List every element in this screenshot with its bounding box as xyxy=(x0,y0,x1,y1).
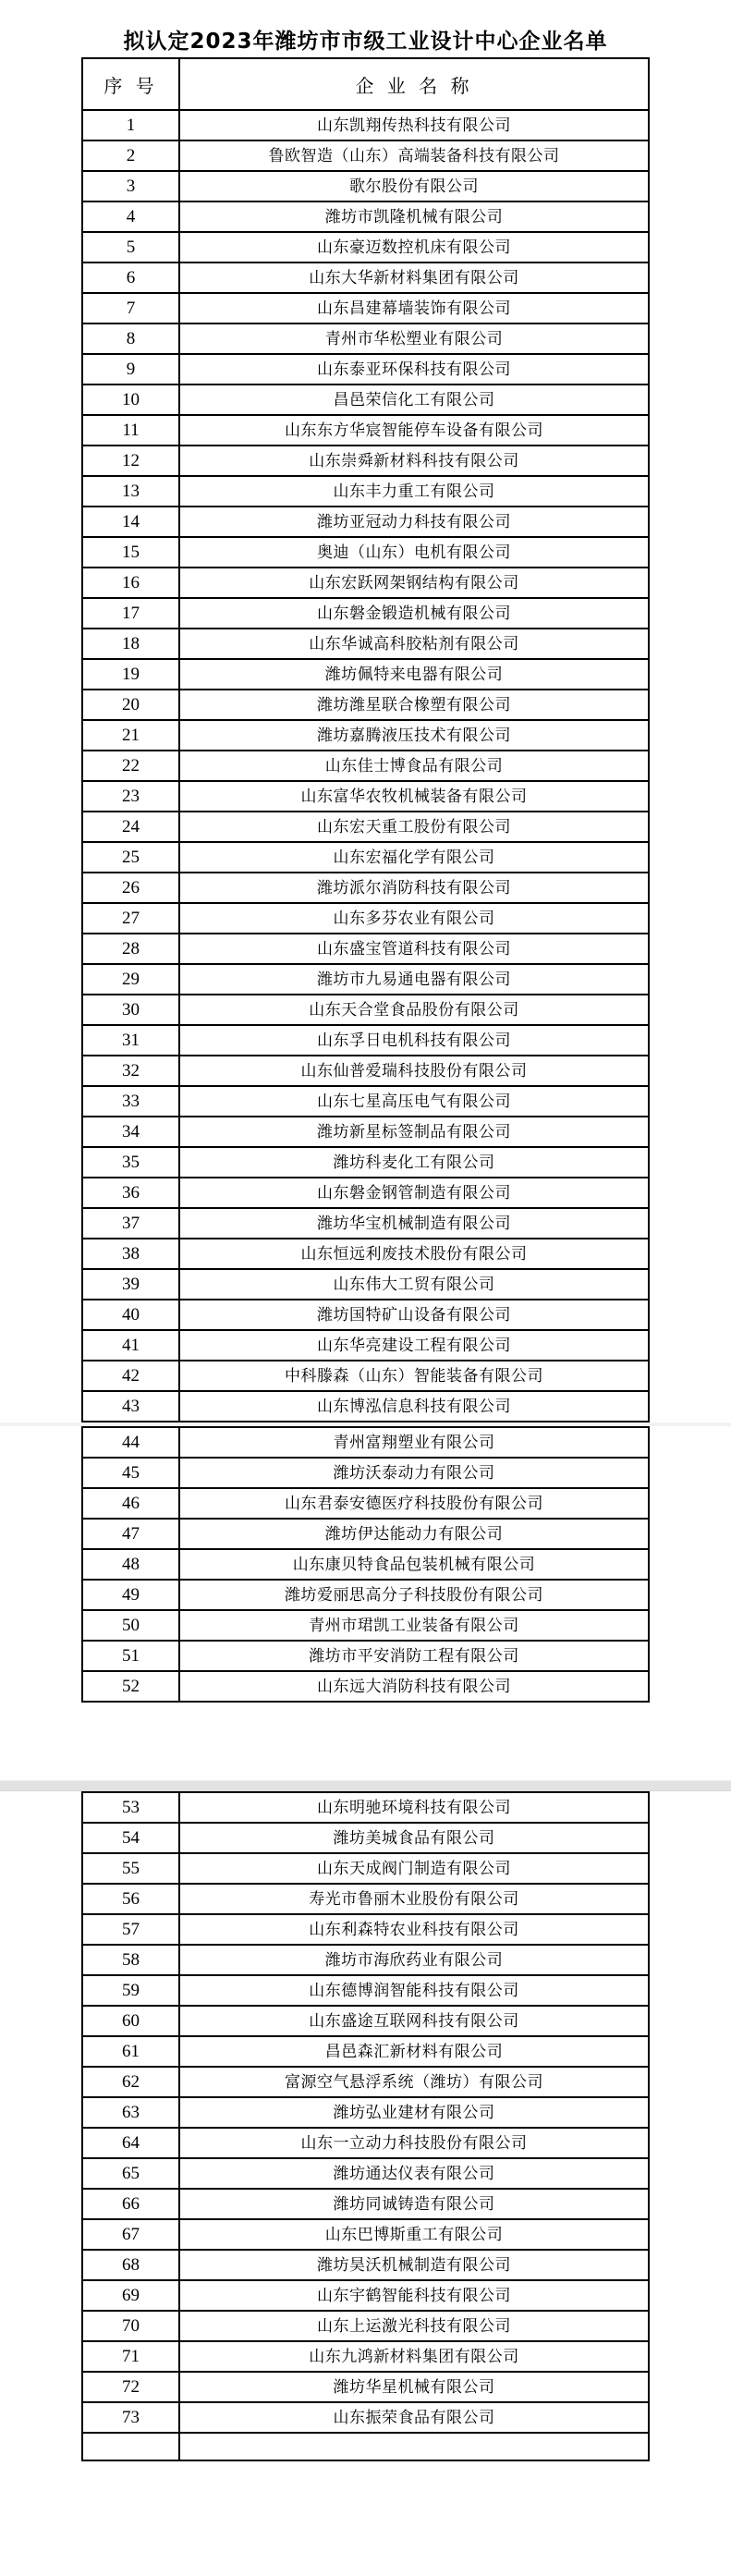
company-name: 歌尔股份有限公司 xyxy=(179,171,649,201)
row-index: 71 xyxy=(82,2341,179,2372)
table-row xyxy=(82,262,649,293)
company-name: 山东宇鹤智能科技有限公司 xyxy=(179,2280,649,2311)
company-name: 山东华诚高科胶粘剂有限公司 xyxy=(179,629,649,659)
companies-table-page-2 xyxy=(81,1426,650,1703)
row-index: 32 xyxy=(82,1056,179,1086)
row-index: 1 xyxy=(82,110,179,140)
table-row xyxy=(82,140,649,171)
company-name: 山东康贝特食品包装机械有限公司 xyxy=(179,1549,649,1580)
company-name: 潍坊市凯隆机械有限公司 xyxy=(179,201,649,232)
table-row xyxy=(82,1671,649,1702)
row-index: 22 xyxy=(82,751,179,781)
table-row xyxy=(82,2341,649,2372)
table-row xyxy=(82,1975,649,2006)
table-row xyxy=(82,2372,649,2402)
row-index: 31 xyxy=(82,1025,179,1056)
table-row xyxy=(82,1945,649,1975)
table-row xyxy=(82,812,649,842)
company-name: 昌邑荣信化工有限公司 xyxy=(179,385,649,415)
company-name: 山东巴博斯重工有限公司 xyxy=(179,2219,649,2250)
row-index: 21 xyxy=(82,720,179,751)
row-index: 34 xyxy=(82,1117,179,1147)
row-index: 2 xyxy=(82,140,179,171)
row-index: 46 xyxy=(82,1488,179,1519)
row-index: 52 xyxy=(82,1671,179,1702)
row-index: 70 xyxy=(82,2311,179,2341)
row-index: 48 xyxy=(82,1549,179,1580)
table-row xyxy=(82,1519,649,1549)
row-index: 39 xyxy=(82,1269,179,1300)
company-name: 潍坊伊达能动力有限公司 xyxy=(179,1519,649,1549)
table-row xyxy=(82,1427,649,1458)
table-row xyxy=(82,2006,649,2036)
page-separator-band xyxy=(0,1780,731,1791)
company-name: 山东华亮建设工程有限公司 xyxy=(179,1330,649,1361)
table-row xyxy=(82,1269,649,1300)
table-row xyxy=(82,324,649,354)
company-name: 山东利森特农业科技有限公司 xyxy=(179,1914,649,1945)
table-row xyxy=(82,2250,649,2280)
row-index: 25 xyxy=(82,842,179,873)
company-name: 青州市珺凯工业装备有限公司 xyxy=(179,1610,649,1641)
row-index: 65 xyxy=(82,2158,179,2189)
row-index: 37 xyxy=(82,1208,179,1239)
company-name: 鲁欧智造（山东）高端装备科技有限公司 xyxy=(179,140,649,171)
company-name: 山东九鸿新材料集团有限公司 xyxy=(179,2341,649,2372)
table-row xyxy=(82,232,649,262)
table-row xyxy=(82,1208,649,1239)
table-row xyxy=(82,1792,649,1823)
table-row xyxy=(82,2219,649,2250)
row-index: 66 xyxy=(82,2189,179,2219)
company-name: 奥迪（山东）电机有限公司 xyxy=(179,537,649,568)
company-name: 山东昌建幕墙装饰有限公司 xyxy=(179,293,649,324)
company-name: 潍坊潍星联合橡塑有限公司 xyxy=(179,690,649,720)
company-name: 山东多芬农业有限公司 xyxy=(179,903,649,934)
row-index: 10 xyxy=(82,385,179,415)
table-row xyxy=(82,934,649,964)
row-index: 40 xyxy=(82,1300,179,1330)
table-row xyxy=(82,476,649,507)
table-row xyxy=(82,1330,649,1361)
table-row xyxy=(82,1914,649,1945)
company-name: 潍坊派尔消防科技有限公司 xyxy=(179,873,649,903)
table-row xyxy=(82,1086,649,1117)
company-name: 山东明驰环境科技有限公司 xyxy=(179,1792,649,1823)
table-row xyxy=(82,1641,649,1671)
table-row xyxy=(82,1117,649,1147)
row-index: 47 xyxy=(82,1519,179,1549)
table-row xyxy=(82,2128,649,2158)
table-row xyxy=(82,2189,649,2219)
table-row xyxy=(82,598,649,629)
row-index: 61 xyxy=(82,2036,179,2067)
table-row xyxy=(82,2311,649,2341)
table-row xyxy=(82,2067,649,2097)
company-name: 潍坊国特矿山设备有限公司 xyxy=(179,1300,649,1330)
row-index: 35 xyxy=(82,1147,179,1178)
company-name: 山东仙普爱瑞科技股份有限公司 xyxy=(179,1056,649,1086)
row-index: 72 xyxy=(82,2372,179,2402)
row-index: 41 xyxy=(82,1330,179,1361)
company-name: 山东豪迈数控机床有限公司 xyxy=(179,232,649,262)
table-header-row xyxy=(82,58,649,110)
row-index: 36 xyxy=(82,1178,179,1208)
row-index: 17 xyxy=(82,598,179,629)
row-index: 51 xyxy=(82,1641,179,1671)
row-index: 69 xyxy=(82,2280,179,2311)
company-name: 潍坊新星标签制品有限公司 xyxy=(179,1117,649,1147)
table-row xyxy=(82,415,649,446)
row-index: 54 xyxy=(82,1823,179,1853)
row-index: 11 xyxy=(82,415,179,446)
table-row xyxy=(82,2280,649,2311)
row-index: 13 xyxy=(82,476,179,507)
company-name: 潍坊科麦化工有限公司 xyxy=(179,1147,649,1178)
header-index: 序 号 xyxy=(82,58,179,110)
row-index: 18 xyxy=(82,629,179,659)
table-row xyxy=(82,1580,649,1610)
table-row xyxy=(82,1488,649,1519)
company-name: 潍坊华星机械有限公司 xyxy=(179,2372,649,2402)
row-index: 58 xyxy=(82,1945,179,1975)
row-index: 73 xyxy=(82,2402,179,2433)
row-index: 49 xyxy=(82,1580,179,1610)
table-row xyxy=(82,1147,649,1178)
row-index xyxy=(82,2433,179,2460)
row-index: 28 xyxy=(82,934,179,964)
company-name: 山东君泰安德医疗科技股份有限公司 xyxy=(179,1488,649,1519)
row-index: 33 xyxy=(82,1086,179,1117)
company-name: 山东振荣食品有限公司 xyxy=(179,2402,649,2433)
company-name: 山东宏天重工股份有限公司 xyxy=(179,812,649,842)
table-row xyxy=(82,385,649,415)
row-index: 30 xyxy=(82,995,179,1025)
row-index: 56 xyxy=(82,1884,179,1914)
row-index: 57 xyxy=(82,1914,179,1945)
table-row xyxy=(82,903,649,934)
company-name: 潍坊同诚铸造有限公司 xyxy=(179,2189,649,2219)
table-row xyxy=(82,1361,649,1391)
table-row xyxy=(82,720,649,751)
table-row xyxy=(82,1458,649,1488)
company-name: 中科滕森（山东）智能装备有限公司 xyxy=(179,1361,649,1391)
row-index: 29 xyxy=(82,964,179,995)
company-name: 潍坊佩特来电器有限公司 xyxy=(179,659,649,690)
companies-table-page-1 xyxy=(81,57,650,1422)
row-index: 53 xyxy=(82,1792,179,1823)
company-name: 潍坊市平安消防工程有限公司 xyxy=(179,1641,649,1671)
company-name: 山东佳士博食品有限公司 xyxy=(179,751,649,781)
row-index: 5 xyxy=(82,232,179,262)
page-title: 拟认定2023年潍坊市市级工业设计中心企业名单 xyxy=(123,30,608,54)
company-name: 潍坊美城食品有限公司 xyxy=(179,1823,649,1853)
row-index: 3 xyxy=(82,171,179,201)
table-row xyxy=(82,995,649,1025)
row-index: 50 xyxy=(82,1610,179,1641)
table-row xyxy=(82,751,649,781)
table-row xyxy=(82,842,649,873)
table-row xyxy=(82,537,649,568)
row-index: 12 xyxy=(82,446,179,476)
row-index: 14 xyxy=(82,507,179,537)
table-row xyxy=(82,1853,649,1884)
table-row xyxy=(82,1239,649,1269)
company-name: 山东盛途互联网科技有限公司 xyxy=(179,2006,649,2036)
company-name: 寿光市鲁丽木业股份有限公司 xyxy=(179,1884,649,1914)
table-row xyxy=(82,171,649,201)
table-row xyxy=(82,1178,649,1208)
company-name: 潍坊亚冠动力科技有限公司 xyxy=(179,507,649,537)
row-index: 68 xyxy=(82,2250,179,2280)
row-index: 7 xyxy=(82,293,179,324)
row-index: 44 xyxy=(82,1427,179,1458)
company-name: 潍坊昊沃机械制造有限公司 xyxy=(179,2250,649,2280)
company-name: 山东崇舜新材料科技有限公司 xyxy=(179,446,649,476)
company-name: 昌邑森汇新材料有限公司 xyxy=(179,2036,649,2067)
table-row xyxy=(82,690,649,720)
table-row xyxy=(82,1884,649,1914)
company-name: 山东恒远利废技术股份有限公司 xyxy=(179,1239,649,1269)
row-index: 4 xyxy=(82,201,179,232)
company-name: 潍坊弘业建材有限公司 xyxy=(179,2097,649,2128)
company-name: 山东丰力重工有限公司 xyxy=(179,476,649,507)
company-name: 潍坊市海欣药业有限公司 xyxy=(179,1945,649,1975)
table-row xyxy=(82,110,649,140)
company-name: 青州市华松塑业有限公司 xyxy=(179,324,649,354)
company-name: 山东东方华宸智能停车设备有限公司 xyxy=(179,415,649,446)
company-name: 山东七星高压电气有限公司 xyxy=(179,1086,649,1117)
table-row xyxy=(82,1025,649,1056)
company-name: 潍坊沃泰动力有限公司 xyxy=(179,1458,649,1488)
row-index: 42 xyxy=(82,1361,179,1391)
company-name: 山东大华新材料集团有限公司 xyxy=(179,262,649,293)
company-name: 山东凯翔传热科技有限公司 xyxy=(179,110,649,140)
table-row xyxy=(82,781,649,812)
row-index: 38 xyxy=(82,1239,179,1269)
row-index: 9 xyxy=(82,354,179,385)
table-row xyxy=(82,2036,649,2067)
company-name: 潍坊爱丽思高分子科技股份有限公司 xyxy=(179,1580,649,1610)
row-index: 20 xyxy=(82,690,179,720)
company-name: 山东德博润智能科技有限公司 xyxy=(179,1975,649,2006)
table-row xyxy=(82,1300,649,1330)
table-row xyxy=(82,2097,649,2128)
company-name: 潍坊华宝机械制造有限公司 xyxy=(179,1208,649,1239)
company-name: 山东上运激光科技有限公司 xyxy=(179,2311,649,2341)
table-row xyxy=(82,1056,649,1086)
table-row xyxy=(82,1391,649,1422)
table-row xyxy=(82,873,649,903)
company-name: 山东磐金钢管制造有限公司 xyxy=(179,1178,649,1208)
row-index: 26 xyxy=(82,873,179,903)
table-row xyxy=(82,568,649,598)
table-row xyxy=(82,354,649,385)
table-row xyxy=(82,2158,649,2189)
table-row xyxy=(82,964,649,995)
row-index: 60 xyxy=(82,2006,179,2036)
table-row xyxy=(82,446,649,476)
partial-clipped-row xyxy=(82,2433,649,2460)
company-name: 山东宏跃网架钢结构有限公司 xyxy=(179,568,649,598)
table-row xyxy=(82,1549,649,1580)
table-row xyxy=(82,507,649,537)
company-name: 山东富华农牧机械装备有限公司 xyxy=(179,781,649,812)
row-index: 59 xyxy=(82,1975,179,2006)
company-name: 山东远大消防科技有限公司 xyxy=(179,1671,649,1702)
table-row xyxy=(82,1823,649,1853)
table-row xyxy=(82,629,649,659)
company-name xyxy=(179,2433,649,2460)
row-index: 64 xyxy=(82,2128,179,2158)
row-index: 55 xyxy=(82,1853,179,1884)
header-company-name: 企 业 名 称 xyxy=(179,58,649,110)
company-name: 山东泰亚环保科技有限公司 xyxy=(179,354,649,385)
row-index: 27 xyxy=(82,903,179,934)
company-name: 山东孚日电机科技有限公司 xyxy=(179,1025,649,1056)
row-index: 43 xyxy=(82,1391,179,1422)
row-index: 19 xyxy=(82,659,179,690)
row-index: 45 xyxy=(82,1458,179,1488)
company-name: 潍坊通达仪表有限公司 xyxy=(179,2158,649,2189)
table-row xyxy=(82,1610,649,1641)
company-name: 青州富翔塑业有限公司 xyxy=(179,1427,649,1458)
row-index: 67 xyxy=(82,2219,179,2250)
row-index: 23 xyxy=(82,781,179,812)
company-name: 山东天合堂食品股份有限公司 xyxy=(179,995,649,1025)
table-row xyxy=(82,293,649,324)
row-index: 6 xyxy=(82,262,179,293)
company-name: 山东天成阀门制造有限公司 xyxy=(179,1853,649,1884)
company-name: 富源空气悬浮系统（潍坊）有限公司 xyxy=(179,2067,649,2097)
company-name: 潍坊市九易通电器有限公司 xyxy=(179,964,649,995)
table-row xyxy=(82,201,649,232)
row-index: 62 xyxy=(82,2067,179,2097)
company-name: 山东宏福化学有限公司 xyxy=(179,842,649,873)
company-name: 山东博泓信息科技有限公司 xyxy=(179,1391,649,1422)
company-name: 潍坊嘉腾液压技术有限公司 xyxy=(179,720,649,751)
row-index: 63 xyxy=(82,2097,179,2128)
row-index: 15 xyxy=(82,537,179,568)
companies-table-page-3 xyxy=(81,1791,650,2461)
company-name: 山东磐金锻造机械有限公司 xyxy=(179,598,649,629)
table-row xyxy=(82,2402,649,2433)
company-name: 山东伟大工贸有限公司 xyxy=(179,1269,649,1300)
company-name: 山东盛宝管道科技有限公司 xyxy=(179,934,649,964)
table-row xyxy=(82,659,649,690)
row-index: 16 xyxy=(82,568,179,598)
company-name: 山东一立动力科技股份有限公司 xyxy=(179,2128,649,2158)
row-index: 24 xyxy=(82,812,179,842)
row-index: 8 xyxy=(82,324,179,354)
